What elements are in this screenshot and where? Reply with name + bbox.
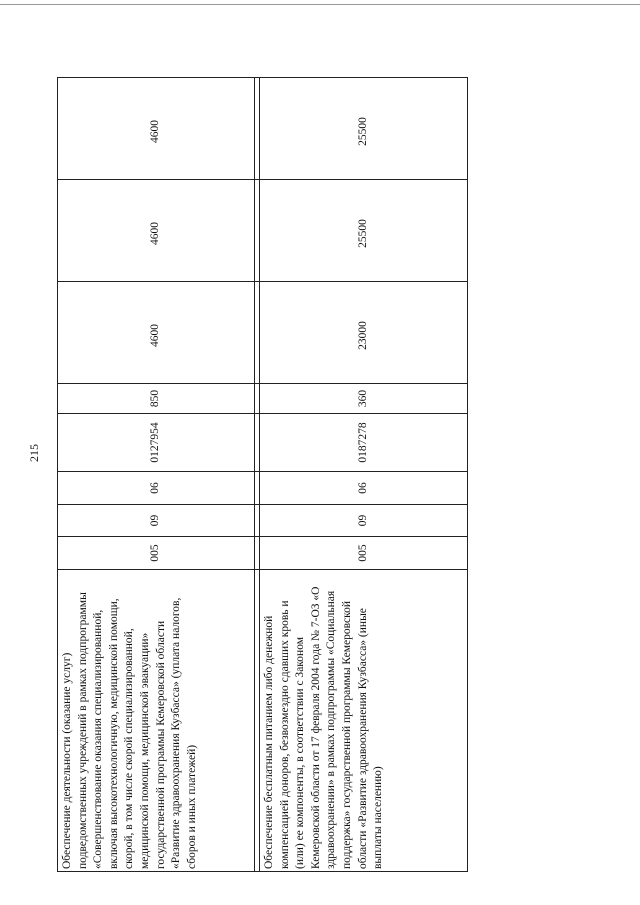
- target-article-code: 0127954: [58, 414, 255, 472]
- row-description: Обеспечение бесплатным питанием либо денежной компенсацией доноров, безвозмездно сдавших кровь и (или) ее компоненты, в соответствии с Законом Кемеровской области от 17 февраля 2004 года № 7-ОЗ «О здравоохранении» в рамках подпрограммы «Социальная поддержка» государственной программы Кемеровской области «Развитие здравоохранения Кузбасса» (иные выплаты населению): [260, 570, 468, 872]
- subsection-code: 06: [260, 472, 468, 505]
- row-description: Обеспечение деятельности (оказание услуг) подведомственных учреждений в рамках подпрограммы «Совершенствование оказания специализированной, включая высокотехнологичную, медицинской помощи, скорой, в том числе скорой специализированной, медицинской помощи, медицинской эвакуации» государственной программы Кемеровской области «Развитие здравоохранения Кузбасса» (уплата налогов, сборов и иных платежей): [58, 570, 255, 872]
- expense-type-code: 360: [260, 384, 468, 414]
- ministry-code: 005: [260, 537, 468, 570]
- expense-type-code: 850: [58, 384, 255, 414]
- amount-year-1: 4600: [58, 282, 255, 384]
- amount-year-2: 25500: [260, 180, 468, 282]
- section-code: 09: [58, 505, 255, 537]
- amount-year-3: 4600: [58, 78, 255, 180]
- amount-year-2: 4600: [58, 180, 255, 282]
- budget-table: [57, 77, 468, 872]
- subsection-code: 06: [58, 472, 255, 505]
- target-article-code: 0187278: [260, 414, 468, 472]
- table-row: [260, 78, 468, 872]
- page-number: 215: [27, 444, 41, 462]
- ministry-code: 005: [58, 537, 255, 570]
- table-row: [58, 78, 255, 872]
- section-code: 09: [260, 505, 468, 537]
- amount-year-3: 25500: [260, 78, 468, 180]
- amount-year-1: 23000: [260, 282, 468, 384]
